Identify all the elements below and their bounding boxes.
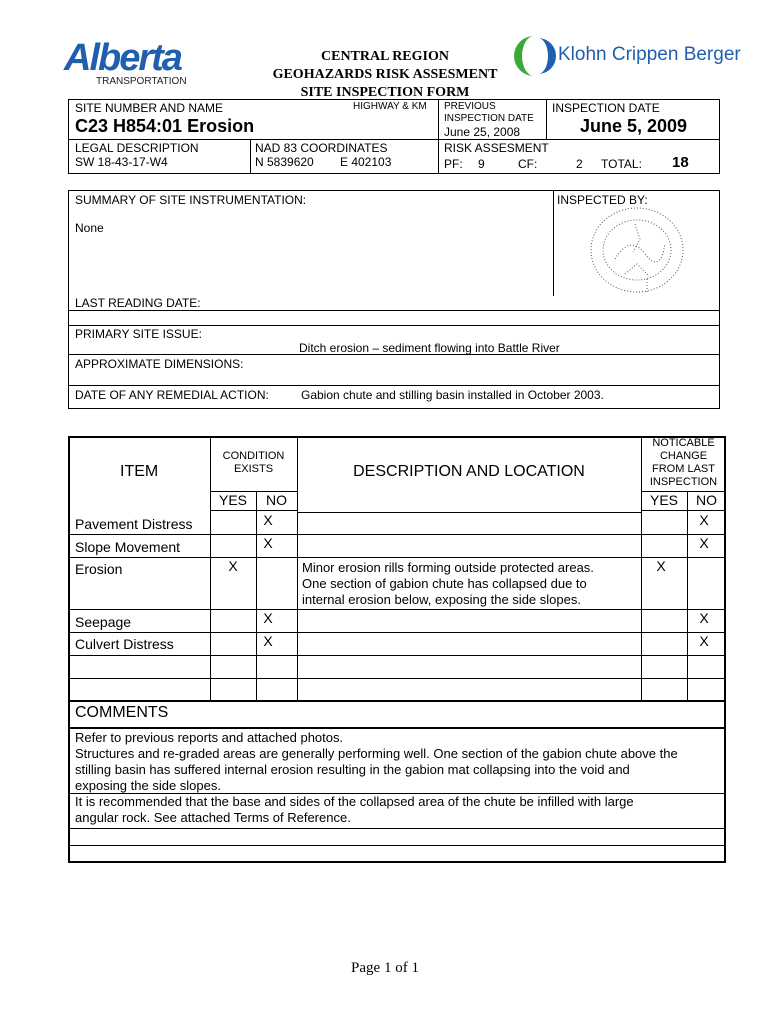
noticeable-change-header: NOTICABLE CHANGE FROM LAST INSPECTION bbox=[649, 437, 718, 488]
comment-line: It is recommended that the base and sides of the collapsed area of the chute be infilled with large bbox=[75, 794, 634, 809]
change-no-header: NO bbox=[696, 492, 717, 508]
nad-coordinates-label: NAD 83 COORDINATES bbox=[255, 141, 388, 155]
kcb-logo bbox=[514, 34, 754, 78]
remedial-action-value: Gabion chute and stilling basin installed in October 2003. bbox=[301, 388, 604, 402]
change-no-mark: X bbox=[699, 610, 709, 626]
condition-exists-header: CONDITION EXISTS bbox=[222, 450, 285, 475]
nad-northing: N 5839620 bbox=[255, 155, 314, 169]
item-header: ITEM bbox=[120, 463, 159, 480]
cf-value: 2 bbox=[576, 157, 583, 171]
exists-yes-header: YES bbox=[218, 492, 247, 508]
remedial-action-label: DATE OF ANY REMEDIAL ACTION: bbox=[75, 388, 269, 402]
kcb-logo-text: Klohn Crippen Berger bbox=[558, 44, 741, 65]
site-name: C23 H854:01 Erosion bbox=[75, 116, 255, 136]
form-title bbox=[250, 48, 520, 102]
title-line-2: GEOHAZARDS RISK ASSESMENT bbox=[272, 67, 498, 82]
change-no-mark: X bbox=[699, 535, 709, 551]
pf-label: PF: bbox=[444, 157, 463, 171]
inspector-signature-icon bbox=[585, 204, 690, 299]
total-label: TOTAL: bbox=[601, 157, 642, 171]
comment-line: stilling basin has suffered internal erosion resulting in the gabion mat collapsing into the void and bbox=[75, 762, 630, 777]
previous-inspection-date: June 25, 2008 bbox=[444, 125, 521, 139]
highway-label: HIGHWAY & KM bbox=[353, 101, 427, 112]
change-no-mark: X bbox=[699, 512, 709, 528]
comments-body bbox=[75, 730, 723, 826]
kcb-swirl-icon bbox=[514, 34, 558, 78]
change-yes-header: YES bbox=[649, 492, 678, 508]
instrumentation-value: None bbox=[75, 221, 104, 235]
exists-no-header: NO bbox=[266, 492, 287, 508]
item-pavement-distress: Pavement Distress bbox=[75, 516, 193, 532]
page-number: Page 1 of 1 bbox=[351, 960, 419, 976]
inspection-date-label: INSPECTION DATE bbox=[552, 101, 660, 115]
comment-line: angular rock. See attached Terms of Reference. bbox=[75, 810, 351, 825]
alberta-logo bbox=[62, 36, 187, 90]
legal-description-label: LEGAL DESCRIPTION bbox=[75, 141, 199, 155]
risk-assessment-label: RISK ASSESMENT bbox=[444, 141, 549, 155]
previous-inspection-label: PREVIOUS INSPECTION DATE bbox=[444, 101, 534, 124]
change-yes-mark: X bbox=[656, 558, 666, 574]
comment-line: Structures and re-graded areas are generally performing well. One section of the gabion chute above the bbox=[75, 746, 678, 761]
title-line-3: SITE INSPECTION FORM bbox=[300, 85, 470, 100]
comment-line: exposing the side slopes. bbox=[75, 778, 221, 793]
comment-line: Refer to previous reports and attached photos. bbox=[75, 730, 344, 745]
description-header: DESCRIPTION AND LOCATION bbox=[353, 463, 585, 480]
comments-header: COMMENTS bbox=[75, 704, 169, 721]
pf-value: 9 bbox=[478, 157, 485, 171]
total-value: 18 bbox=[672, 154, 689, 171]
primary-issue-value: Ditch erosion – sediment flowing into Battle River bbox=[299, 341, 560, 355]
item-seepage: Seepage bbox=[75, 614, 132, 630]
alberta-logo-text: Alberta bbox=[64, 37, 181, 76]
change-no-mark: X bbox=[699, 633, 709, 649]
exists-no-mark: X bbox=[263, 610, 273, 626]
title-line-1: CENTRAL REGION bbox=[321, 49, 449, 64]
item-culvert-distress: Culvert Distress bbox=[75, 636, 174, 652]
legal-description-value: SW 18-43-17-W4 bbox=[75, 155, 168, 169]
instrumentation-label: SUMMARY OF SITE INSTRUMENTATION: bbox=[75, 193, 307, 207]
erosion-description: Minor erosion rills forming outside protected areas. One section of gabion chute has collapsed due to internal erosion below, exposing the side slopes. bbox=[302, 560, 594, 607]
inspection-date: June 5, 2009 bbox=[580, 116, 688, 136]
exists-no-mark: X bbox=[263, 512, 273, 528]
alberta-wordmark-icon bbox=[62, 36, 182, 76]
item-slope-movement: Slope Movement bbox=[75, 539, 181, 555]
alberta-logo-subtitle: TRANSPORTATION bbox=[96, 76, 187, 87]
item-erosion: Erosion bbox=[75, 561, 123, 577]
cf-label: CF: bbox=[518, 157, 538, 171]
exists-yes-mark: X bbox=[228, 558, 238, 574]
nad-easting: E 402103 bbox=[340, 155, 392, 169]
dimensions-label: APPROXIMATE DIMENSIONS: bbox=[75, 357, 244, 371]
exists-no-mark: X bbox=[263, 535, 273, 551]
exists-no-mark: X bbox=[263, 633, 273, 649]
last-reading-label: LAST READING DATE: bbox=[75, 296, 201, 310]
primary-issue-label: PRIMARY SITE ISSUE: bbox=[75, 327, 202, 341]
inspected-by-label: INSPECTED BY: bbox=[557, 193, 648, 207]
site-number-label: SITE NUMBER AND NAME bbox=[75, 101, 224, 115]
